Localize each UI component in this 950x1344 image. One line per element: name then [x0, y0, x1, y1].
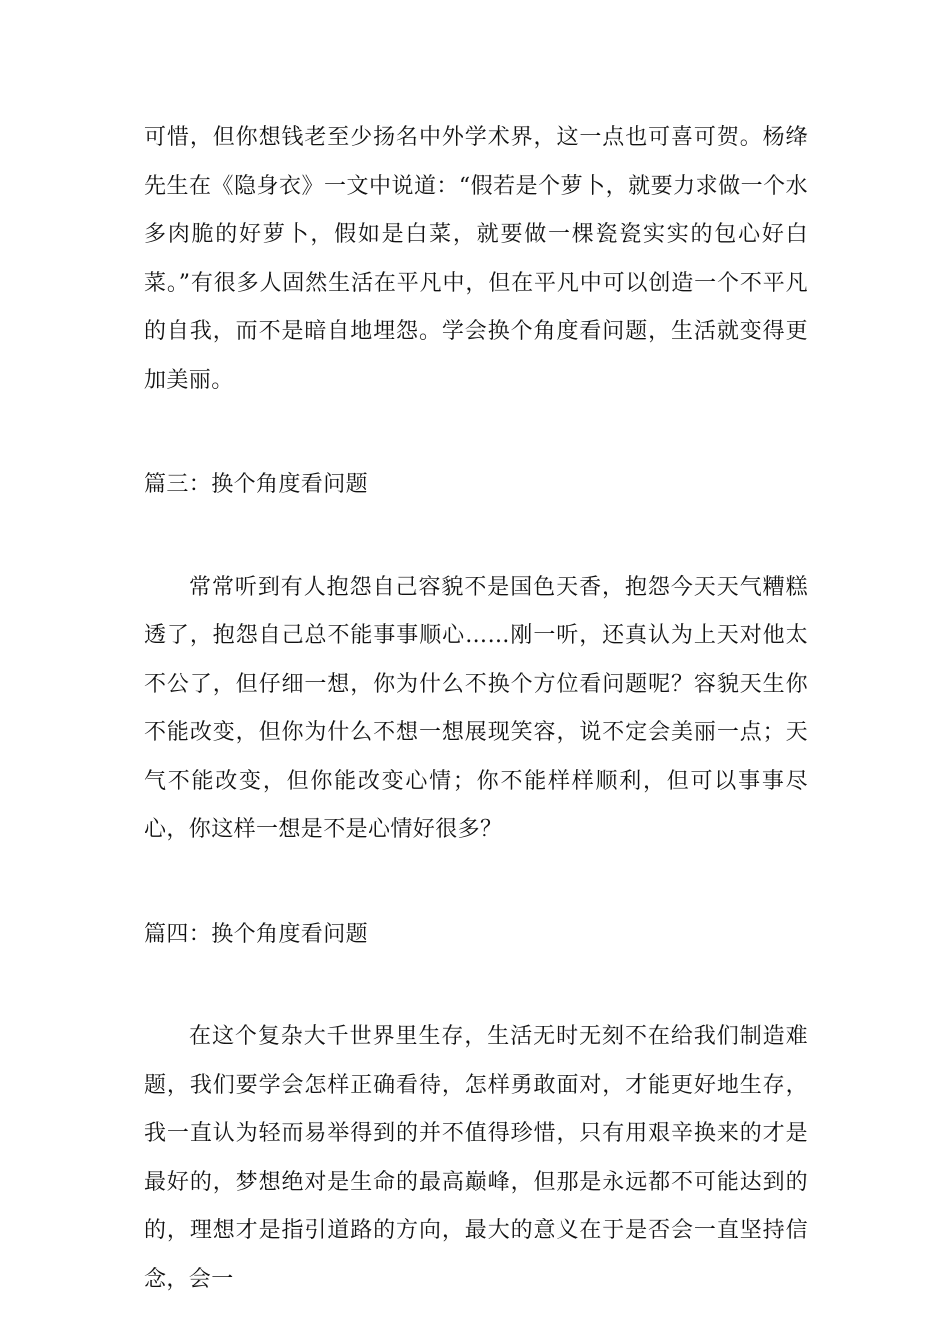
spacer [144, 510, 808, 564]
spacer [144, 959, 808, 1013]
part3-heading: 篇三：换个角度看问题 [144, 472, 369, 497]
part4-paragraph: 在这个复杂大千世界里生存，生活无时无刻不在给我们制造难题，我们要学会怎样正确看待，怎样勇敢面对，才能更好地生存，我一直认为轻而易举得到的并不值得珍惜，只有用艰辛换来的才是最好的，梦想绝对是生命的最高巅峰，但那是永远都不可能达到的的，理想才是指引道路的方向，最大的意义在于是否会一直坚持信念，会一 [144, 1024, 808, 1292]
part4-heading: 篇四：换个角度看问题 [144, 921, 369, 947]
spacer [144, 405, 808, 461]
continuation-paragraph: 可惜，但你想钱老至少扬名中外学术界，这一点也可喜可贺。杨绛先生在《隐身衣》一文中说道：“假若是个萝卜，就要力求做一个水多肉脆的好萝卜，假如是白菜，就要做一棵瓷瓷实实的包心好白菜。”有很多人固然生活在平凡中，但在平凡中可以创造一个不平凡的自我，而不是暗自地埋怨。学会换个角度看问题，生活就变得更加美丽。 [144, 125, 808, 393]
spacer [144, 855, 808, 911]
document-page [144, 114, 808, 1304]
part3-paragraph: 常常听到有人抱怨自己容貌不是国色天香，抱怨今天天气糟糕透了，抱怨自己总不能事事顺心……刚一听，还真认为上天对他太不公了，但仔细一想，你为什么不换个方位看问题呢？容貌天生你不能改变，但你为什么不想一想展现笑容，说不定会美丽一点；天气不能改变，但你能改变心情；你不能样样顺利，但可以事事尽心，你这样一想是不是心情好很多？ [144, 574, 808, 842]
